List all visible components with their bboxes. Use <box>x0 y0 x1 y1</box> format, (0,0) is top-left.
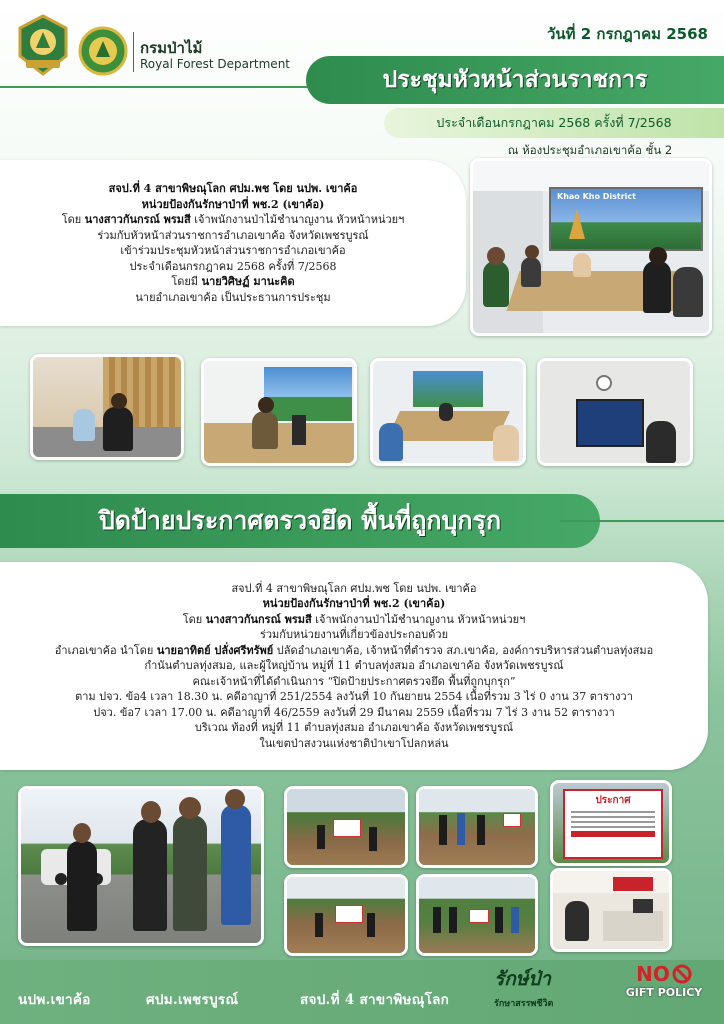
district-banner-text: Khao Kho District <box>557 192 636 201</box>
meeting-photo-3 <box>370 358 526 466</box>
operation-line <box>0 581 708 597</box>
notice-sign <box>563 789 663 859</box>
meeting-subtitle: ประจำเดือนกรกฎาคม 2568 ครั้งที่ 7/2568 <box>436 115 672 130</box>
operation-line <box>0 612 708 628</box>
operation-line <box>0 658 708 674</box>
rfd-round-logo <box>78 26 128 76</box>
rak-pa-logo <box>494 964 604 1020</box>
text-run: สจป.ที่ 4 สาขาพิษณุโลก ศปม.พช โดย นปพ. เขาค้อ <box>108 182 358 195</box>
text-run: ปจว. ข้อ7 เวลา 17.00 น. คดีอาญาที่ 46/2559 ลงวันที่ 29 มีนาคม 2559 เนื้อที่รวม 7 ไร่ 3 งาน 52 ตารางวา <box>93 705 615 719</box>
operation-title-ribbon <box>0 494 600 548</box>
text-run: คณะเจ้าหน้าที่ได้ดำเนินการ “ปิดป้ายประกาศตรวจยึด พื้นที่ถูกบุกรุก” <box>192 674 516 688</box>
text-run: เข้าร่วมประชุมหัวหน้าส่วนราชการอำเภอเขาค้อ <box>120 244 346 257</box>
meeting-text-card <box>0 160 466 326</box>
logo-divider <box>133 32 134 72</box>
operation-photo-4 <box>284 874 408 956</box>
meeting-line <box>0 197 466 213</box>
footer-bar <box>0 960 724 1024</box>
presentation-screen <box>576 399 644 447</box>
operation-photo-main <box>18 786 264 946</box>
meeting-line <box>0 290 466 306</box>
text-run: โดยมี <box>171 275 202 288</box>
meeting-line <box>0 243 466 259</box>
operation-photo-2 <box>284 786 408 868</box>
district-banner <box>549 187 703 251</box>
text-run: โดย <box>61 213 85 226</box>
meeting-location: ณ ห้องประชุมอำเภอเขาค้อ ชั้น 2 <box>507 143 673 157</box>
text-run: ปลัดอำเภอเขาค้อ, เจ้าหน้าที่ตำรวจ สภ.เขาค้อ, องค์การบริหารส่วนตำบลทุ่งสมอ <box>273 643 654 657</box>
text-run: หน่วยป้องกันรักษาป่าที่ พช.2 (เขาค้อ) <box>141 197 325 211</box>
text-run: เจ้าพนักงานป่าไม้ชำนาญงาน หัวหน้าหน่วยฯ <box>190 213 405 226</box>
operation-photo-3 <box>416 786 538 868</box>
text-run: ประจำเดือนกรกฎาคม 2568 ครั้งที่ 7/2568 <box>129 259 337 273</box>
text-run: กำนันตำบลทุ่งสมอ, และผู้ใหญ่บ้าน หมู่ที่ 11 ตำบลทุ่งสมอ อำเภอเขาค้อ จังหวัดเพชรบูรณ์ <box>144 659 564 673</box>
text-run: ตาม ปจว. ข้อ4 เวลา 18.30 น. คดีอาญาที่ 251/2554 ลงวันที่ 10 กันยายน 2554 เนื้อที่รวม 3 ไร่ 0 งาน 37 ตารางวา <box>75 690 633 704</box>
text-run: เจ้าพนักงานป่าไม้ชำนาญงาน หัวหน้าหน่วยฯ <box>311 612 526 626</box>
no-gift-policy-logo <box>612 962 716 1020</box>
footer-unit-1: นปพ.เขาค้อ <box>18 992 91 1008</box>
rak-pa-logo-main: รักษ์ป่า <box>494 968 551 990</box>
header-date: วันที่ 2 กรกฎาคม 2568 <box>546 25 708 43</box>
operation-line <box>0 720 708 736</box>
operation-line <box>0 736 708 752</box>
no-gift-no: NO <box>636 962 670 986</box>
operation-title: ปิดป้ายประกาศตรวจยึด พื้นที่ถูกบุกรุก <box>98 506 502 535</box>
meeting-subtitle-ribbon <box>384 108 724 138</box>
text-run: หน่วยป้องกันรักษาป่าที่ พช.2 (เขาค้อ) <box>262 597 446 611</box>
operation-line <box>0 705 708 721</box>
meeting-line <box>0 274 466 290</box>
text-run: สจป.ที่ 4 สาขาพิษณุโลก ศปม.พช โดย นปพ. เขาค้อ <box>231 581 477 595</box>
operation-line <box>0 627 708 643</box>
text-run: นางสาวกันกรณ์ พรมสี <box>84 213 191 226</box>
text-run: ร่วมกับหน่วยงานที่เกี่ยวข้องประกอบด้วย <box>259 628 449 642</box>
operation-photo-5 <box>416 874 538 956</box>
operation-line <box>0 643 708 659</box>
text-run: บริเวณ ท้องที่ หมู่ที่ 11 ตำบลทุ่งสมอ อำเภอเขาค้อ จังหวัดเพชรบูรณ์ <box>194 721 514 735</box>
footer-unit-3: สจป.ที่ 4 สาขาพิษณุโลก <box>300 992 450 1008</box>
meeting-line <box>0 228 466 244</box>
org-name-english: Royal Forest Department <box>140 57 290 71</box>
text-run: นายวิศิษฏ์ มานะคิด <box>201 275 295 288</box>
rfd-emblem-logo <box>14 14 72 76</box>
meeting-line <box>0 181 466 197</box>
text-run: นางสาวกันกรณ์ พรมสี <box>205 612 312 626</box>
text-run: นายอาทิตย์ ปลั่งศรีทรัพย์ <box>156 643 274 657</box>
text-run: ในเขตป่าสงวนแห่งชาติป่าเขาโปลกหล่น <box>259 736 449 750</box>
text-run: โดย <box>182 612 206 626</box>
notice-sign-title: ประกาศ <box>595 795 631 806</box>
org-name-thai: กรมป่าไม้ <box>140 39 203 57</box>
meeting-photo-main <box>470 158 712 336</box>
footer-unit-2: ศปม.เพชรบูรณ์ <box>146 992 239 1008</box>
meeting-photo-4 <box>537 358 693 466</box>
operation-line <box>0 689 708 705</box>
operation-line <box>0 596 708 612</box>
no-gift-policy-text: GIFT POLICY <box>625 986 703 999</box>
text-run: อำเภอเขาค้อ นำโดย <box>54 643 157 657</box>
meeting-line <box>0 259 466 275</box>
operation-text <box>0 581 708 752</box>
meeting-title-ribbon <box>306 56 724 104</box>
rak-pa-logo-sub: รักษาสรรพชีวิต <box>494 999 554 1009</box>
text-run: นายอำเภอเขาค้อ เป็นประธานการประชุม <box>135 290 331 304</box>
meeting-title: ประชุมหัวหน้าส่วนราชการ <box>382 67 648 93</box>
no-gift-prohibit-icon <box>672 964 692 984</box>
operation-photo-sign <box>550 780 672 866</box>
meeting-text <box>0 181 466 305</box>
operation-text-card <box>0 562 708 770</box>
meeting-photo-1 <box>30 354 184 460</box>
meeting-line <box>0 212 466 228</box>
operation-photo-office <box>550 868 672 952</box>
operation-title-rule <box>560 520 724 522</box>
meeting-photo-2 <box>201 358 357 466</box>
operation-line <box>0 674 708 690</box>
text-run: ร่วมกับหัวหน้าส่วนราชการอำเภอเขาค้อ จังหวัดเพชรบูรณ์ <box>97 228 369 242</box>
